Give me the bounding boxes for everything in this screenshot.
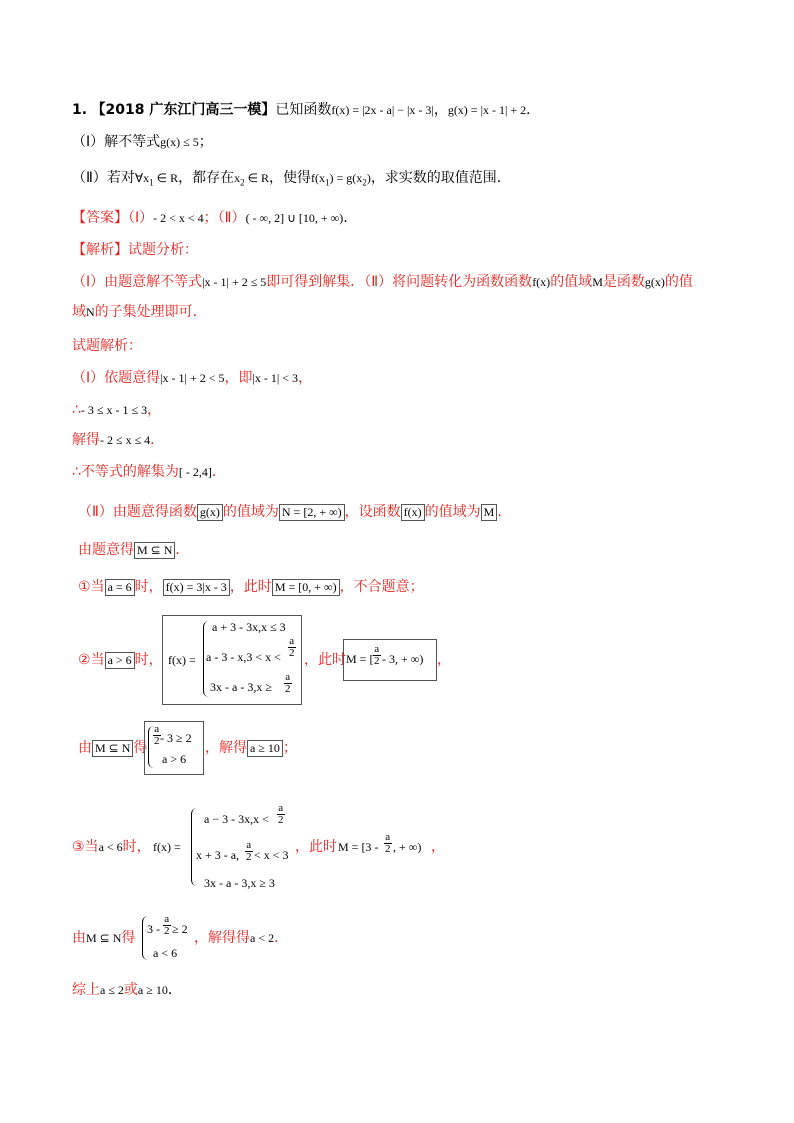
text: 得: [121, 930, 136, 946]
text: ∀x: [134, 171, 150, 185]
text: ，设函数: [344, 504, 401, 520]
expr: |x - 1| < 3: [252, 371, 299, 385]
forall-expr: $\forall x_1$ ∈ R: [134, 171, 179, 188]
exists-expr: $x_2$ ∈ R: [234, 171, 270, 188]
text: ．: [167, 982, 182, 998]
piecewise-row: a − 3 - 3x,x <: [204, 812, 269, 826]
text: 由: [78, 740, 92, 756]
text: ，使得: [269, 170, 312, 186]
answer-line: [72, 208, 348, 228]
boxed-expr: M = [0, + ∞): [272, 579, 340, 596]
text: 的子集处理即可．: [94, 304, 207, 320]
den: 2: [164, 925, 170, 937]
function-f: f(x) = |2x - a| − |x - 3|: [331, 103, 434, 117]
boxed-expr: M: [481, 504, 498, 521]
text: 的值域为: [222, 504, 279, 520]
text: （Ⅱ）由题意得函数: [78, 504, 197, 520]
expr: a ≥ 10: [137, 983, 168, 997]
boxed-expr: f(x) = 3|x - 3: [163, 579, 230, 596]
answer-label: 【答案】: [72, 210, 128, 226]
solution-line-2: [72, 400, 161, 420]
text: ，求实数的取值范围．: [370, 170, 511, 186]
equation-expr: $f(x_1) = g(x_2)$: [311, 171, 371, 188]
end: ；: [198, 134, 213, 150]
range-expr: M = [3 -: [338, 840, 379, 854]
expr: |x - 1| + 2 ≤ 5: [202, 275, 267, 289]
den: 2: [246, 851, 252, 863]
text: 得: [133, 740, 148, 756]
expr: a < 2: [250, 931, 275, 945]
part-one-expr: g(x) ≤ 5: [160, 135, 199, 149]
text: 即可得到解集．（Ⅱ）将问题转化为函数函数: [266, 274, 533, 290]
text: ，解得得: [194, 930, 250, 946]
brace: [191, 808, 198, 886]
text: 解得: [72, 432, 100, 448]
text: （Ⅱ）: [217, 210, 246, 226]
question-lead: 已知函数: [275, 102, 332, 118]
den: 2: [278, 814, 284, 826]
expr: f(x): [532, 275, 551, 289]
analysis-label: 【解析】: [72, 242, 128, 258]
therefore: ∴: [72, 402, 81, 418]
range-expr: , + ∞): [393, 840, 422, 854]
expr: N: [86, 305, 95, 319]
text: f(x: [311, 171, 326, 185]
expr: a < 6: [98, 840, 123, 854]
range-expr: - 3, + ∞): [382, 652, 424, 666]
sep: ，: [433, 102, 448, 118]
text: ，不合题意；: [339, 579, 424, 595]
system-row: 3 -: [147, 922, 160, 936]
num: a: [374, 643, 380, 655]
case-one: [78, 577, 424, 597]
solution-line-4: [72, 462, 226, 482]
answer-one: - 2 < x < 4: [153, 211, 204, 225]
text: ．: [211, 464, 226, 480]
text: ∴不等式的解集为: [72, 464, 179, 480]
analysis-line-1: [72, 272, 693, 292]
boxed-expr: M ⊆ N: [134, 542, 175, 559]
part-one-label: （Ⅰ）解不等式: [72, 134, 161, 150]
text: ，解得: [205, 740, 247, 756]
piecewise-row: 3x - a - 3,x ≥ 3: [204, 876, 275, 890]
case-two-lead: [78, 650, 163, 670]
text: 域: [72, 304, 86, 320]
case-three-result: [72, 928, 135, 948]
case-three-solve: [194, 928, 288, 948]
text: x: [234, 171, 241, 185]
text: ，此时: [295, 839, 337, 855]
den: 2: [374, 655, 380, 667]
text: （Ⅱ）若对: [72, 170, 135, 186]
case-two-solve: [205, 738, 297, 758]
text: 综上: [72, 982, 100, 998]
text: ；: [203, 210, 218, 226]
text: ．: [150, 432, 165, 448]
text: ，: [437, 652, 451, 668]
fraction: [245, 840, 253, 863]
piecewise-row: [210, 680, 272, 694]
text: 时，: [134, 579, 163, 595]
analysis-heading: [72, 240, 198, 260]
range-expr: M = [: [346, 652, 374, 666]
analysis-line-2: [72, 302, 207, 322]
text: ，: [147, 402, 162, 418]
expr: |x - 1| + 2 < 5: [160, 371, 225, 385]
fraction: [384, 832, 392, 855]
text: 的值: [664, 274, 693, 290]
text: ．: [274, 930, 289, 946]
question-source: 【2018 广东江门高三一模】: [91, 102, 276, 118]
den: 2: [385, 843, 391, 855]
piecewise-row: x + 3 - a,: [196, 848, 240, 862]
text: ．: [175, 542, 190, 558]
text: ．: [497, 504, 512, 520]
boxed-expr: N = [2, + ∞): [279, 504, 345, 521]
expr: M: [592, 275, 603, 289]
num: a: [385, 831, 391, 843]
solution-line-6: [78, 540, 189, 560]
num: a: [246, 839, 252, 851]
piecewise-row: [206, 650, 281, 664]
fraction: [373, 644, 381, 667]
text: 的值域为: [424, 504, 481, 520]
text: （Ⅰ）由题意解不等式: [72, 274, 203, 290]
solution-line-3: [72, 430, 164, 450]
fraction: [163, 914, 171, 937]
num: a: [278, 802, 284, 814]
fraction: [284, 672, 292, 695]
text: ，: [298, 370, 313, 386]
text: （Ⅰ）依题意得: [72, 370, 161, 386]
num: a: [154, 723, 160, 735]
piecewise-lhs: f(x) =: [153, 840, 181, 854]
text: 3x - a - 3,x ≥: [210, 680, 272, 694]
expr: - 2 ≤ x ≤ 4: [100, 433, 151, 447]
expr: M ⊆ N: [86, 931, 122, 945]
boxed-expr: a > 6: [105, 652, 135, 669]
den: 2: [289, 647, 295, 659]
system-row: ≥ 2: [172, 922, 188, 936]
den: 2: [154, 735, 160, 747]
solution-line-1: [72, 368, 312, 388]
system-row: - 3 ≥ 2: [160, 731, 192, 745]
text: ②当: [78, 652, 105, 668]
text: 时，: [122, 839, 151, 855]
text: 时，: [134, 652, 163, 668]
boxed-expr: a ≥ 10: [247, 740, 283, 757]
num: a: [289, 635, 295, 647]
text: 由: [72, 930, 86, 946]
answer-two: ( - ∞, 2] ∪ [10, + ∞): [245, 211, 344, 225]
expr: a ≤ 2: [100, 983, 124, 997]
text: 的值域: [550, 274, 593, 290]
question-number: 1.: [72, 102, 88, 118]
num: a: [285, 671, 291, 683]
boxed-expr: M ⊆ N: [92, 740, 133, 757]
text: ①当: [78, 579, 105, 595]
solution-line-5: [78, 502, 511, 522]
text: （Ⅰ）: [128, 210, 154, 226]
boxed-expr: a = 6: [105, 579, 135, 596]
analysis-title: 试题分析：: [128, 242, 198, 258]
question-line: [72, 100, 540, 120]
piecewise-row: a + 3 - 3x,x ≤ 3: [212, 620, 286, 634]
end: ．: [526, 102, 541, 118]
system-row: a > 6: [162, 752, 187, 766]
text: ，都存在: [178, 170, 235, 186]
case-two-result: [78, 738, 147, 758]
text: ，此时: [229, 579, 272, 595]
text: a - 3 - x,3 < x <: [206, 650, 281, 664]
expr: [ - 2,4]: [178, 465, 212, 479]
part-one-prompt: [72, 132, 213, 152]
boxed-expr: f(x): [401, 504, 425, 521]
system-row: a < 6: [153, 946, 178, 960]
function-g: g(x) = |x - 1| + 2: [447, 103, 527, 117]
case-three-lead: [72, 837, 151, 857]
text: .: [343, 210, 348, 226]
expr: g(x): [644, 275, 665, 289]
fraction: [288, 636, 296, 659]
text: 是函数: [602, 274, 645, 290]
text: 由题意得: [78, 542, 134, 558]
fraction: [277, 803, 285, 826]
piecewise-lhs: f(x) =: [168, 653, 196, 667]
piecewise-row: < x < 3: [254, 848, 289, 862]
text: ，此时: [304, 652, 346, 668]
text: ，: [431, 839, 445, 855]
expr: - 3 ≤ x - 1 ≤ 3: [80, 403, 148, 417]
num: a: [164, 913, 170, 925]
part-two-prompt: [72, 168, 511, 192]
text: 或: [123, 982, 138, 998]
solution-title: 试题解析：: [72, 338, 142, 354]
boxed-expr: g(x): [197, 504, 223, 521]
text: ③当: [72, 839, 99, 855]
text: ；: [282, 740, 297, 756]
conclusion: [72, 980, 182, 1000]
den: 2: [285, 683, 291, 695]
text: ，即: [224, 370, 253, 386]
